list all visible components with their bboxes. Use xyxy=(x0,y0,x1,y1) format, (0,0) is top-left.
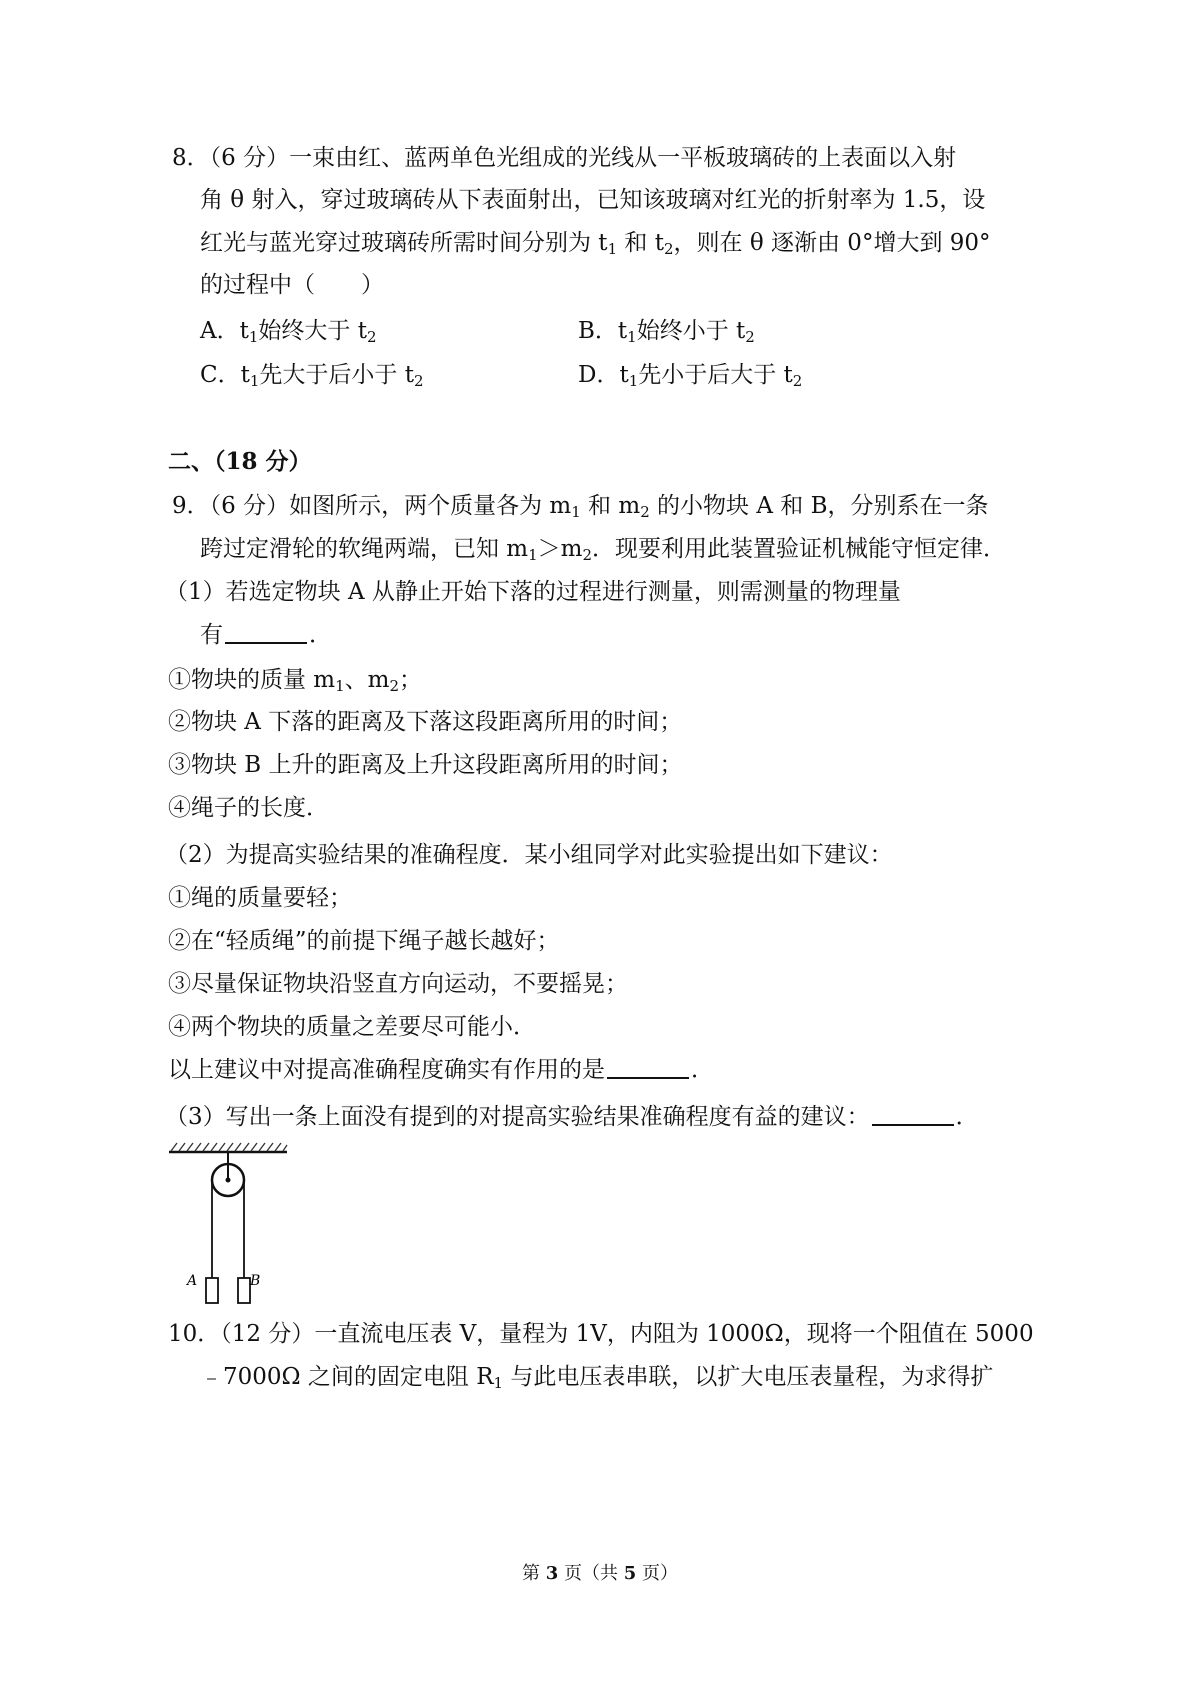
q8-option-c: C．$t_1$先大于后小于 $t_2$ xyxy=(200,362,424,390)
q9-suggestion-2: ②在“轻质绳”的前提下绳子越长越好； xyxy=(168,928,560,954)
q8-line-1: 8．（6 分）一束由红、蓝两单色光组成的光线从一平板玻璃砖的上表面以入射 xyxy=(172,145,957,171)
q9-part3: （3）写出一条上面没有提到的对提高实验结果准确程度有益的建议： ． xyxy=(165,1104,979,1130)
q8-option-b: B．$t_1$始终小于 $t_2$ xyxy=(578,318,755,346)
figure-label-a: A xyxy=(187,1273,198,1289)
answer-blank-1[interactable] xyxy=(225,620,307,644)
q9-line-1: 9．（6 分）如图所示，两个质量各为 $m_1$ 和 $m_2$ 的小物块 A 和 B，分别系在一条 xyxy=(172,493,989,521)
q8-option-a: A．$t_1$始终大于 $t_2$ xyxy=(200,318,377,346)
q10-line-1: 10．（12 分）一直流电压表 V，量程为 1V，内阻为 1000Ω，现将一个阻值在 5000 xyxy=(168,1321,1034,1347)
q9-suggestion-1: ①绳的质量要轻； xyxy=(168,885,352,911)
section-heading: 二、（18 分） xyxy=(168,448,312,475)
answer-blank-3[interactable] xyxy=(872,1102,954,1126)
q9-part1-line-2: 有 ． xyxy=(200,622,332,648)
q9-item-2: ②物块 A 下落的距离及下落这段距离所用的时间； xyxy=(168,709,683,735)
q9-part2: （2）为提高实验结果的准确程度．某小组同学对此实验提出如下建议： xyxy=(165,842,893,868)
q9-item-4: ④绳子的长度． xyxy=(168,795,329,821)
figure-label-b: B xyxy=(250,1273,261,1289)
page-footer: 第 3 页（共 5 页） xyxy=(522,1563,678,1584)
q9-suggestion-4: ④两个物块的质量之差要尽可能小． xyxy=(168,1014,536,1040)
q8-line-4: 的过程中（ ） xyxy=(200,272,384,298)
q9-suggestion-3: ③尽量保证物块沿竖直方向运动，不要摇晃； xyxy=(168,971,628,997)
q8-line-3: 红光与蓝光穿过玻璃砖所需时间分别为 $t_1$ 和 $t_2$，则在 θ 逐渐由 0°增大到 90° xyxy=(200,230,991,258)
q9-item-3: ③物块 B 上升的距离及上升这段距离所用的时间； xyxy=(168,752,683,778)
pulley-figure xyxy=(165,1140,295,1310)
q9-line-2: 跨过定滑轮的软绳两端，已知 $m_1>m_2$．现要利用此装置验证机械能守恒定律． xyxy=(200,536,1007,564)
q9-item-1: ①物块的质量 $m_1$、$m_2$； xyxy=(168,667,423,695)
q9-part1-line-1: （1）若选定物块 A 从静止开始下落的过程进行测量，则需测量的物理量 xyxy=(165,579,901,605)
q8-option-d: D．$t_1$先小于后大于 $t_2$ xyxy=(578,362,803,390)
q8-line-2: 角 θ 射入，穿过玻璃砖从下表面射出，已知该玻璃对红光的折射率为 1.5，设 xyxy=(200,187,986,213)
q10-line-2: ﹣7000Ω 之间的固定电阻 $R_1$ 与此电压表串联，以扩大电压表量程，为求得扩 xyxy=(200,1364,994,1392)
answer-blank-2[interactable] xyxy=(607,1055,689,1079)
q9-part2-question: 以上建议中对提高准确程度确实有作用的是 ． xyxy=(168,1057,714,1083)
